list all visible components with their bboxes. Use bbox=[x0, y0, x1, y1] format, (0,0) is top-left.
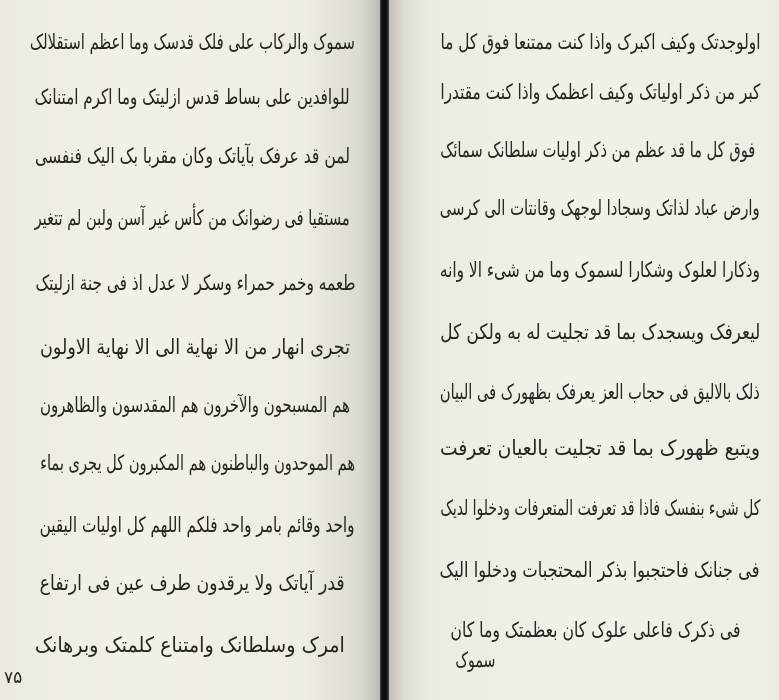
manuscript-line bbox=[440, 188, 760, 228]
line-text: هم المسبحون والآخرون هم المقدسون والظاهرون bbox=[40, 393, 350, 417]
line-text: سموک والرکاب علی فلک قدسک وما اعظم استقلالک bbox=[29, 30, 355, 54]
line-text: لمن قد عرفک بآیاتک وکان مقربا بک الیک فنفسی bbox=[34, 144, 350, 168]
line-text: مستقیا فی رضوانک من کأس غیر آسن ولبن لم تتغیر bbox=[34, 206, 350, 230]
line-text: فی ذکرک فاعلی علوک کان بعظمتک وما کان bbox=[449, 618, 740, 642]
line-text: واحد وقائم بامر واحد فلکم اللهم کل اولیات الیقین bbox=[40, 513, 355, 537]
manuscript-line bbox=[35, 625, 345, 665]
line-text: قدر آیاتک ولا یرقدون طرف عین فی ارتفاع bbox=[40, 571, 345, 595]
manuscript-line bbox=[40, 505, 355, 545]
right-page bbox=[389, 0, 779, 700]
line-text: فی جنانک فاحتجبوا بذکر المحتجبات ودخلوا الیک bbox=[439, 558, 760, 582]
line-text: طعمه وخمر حمراء وسکر لا عدل اذ فی جنة ازلیتک bbox=[35, 271, 355, 295]
manuscript-line bbox=[40, 563, 345, 603]
line-text: کل شیء بنفسک فاذا قد تعرفت المتعرفات ودخلوا لدیک bbox=[440, 496, 760, 520]
manuscript-line bbox=[440, 130, 755, 170]
line-text: وذکارا لعلوک وشکارا لسموک وما من شیء الا وانه bbox=[439, 258, 760, 282]
manuscript-line bbox=[35, 198, 350, 238]
manuscript-line bbox=[40, 443, 355, 483]
line-text: سموک bbox=[455, 648, 495, 672]
book-gutter bbox=[380, 0, 389, 700]
line-text: فوق کل ما قد عظم من ذکر اولیات سلطانک سمائک bbox=[440, 138, 755, 162]
manuscript-line bbox=[35, 77, 350, 117]
line-text: لیعرفک ویسجدک بما قد تجلیت له به ولکن کل bbox=[439, 320, 760, 344]
manuscript-line bbox=[440, 312, 760, 352]
page-number: ۷۵ bbox=[4, 668, 23, 688]
manuscript-line bbox=[440, 22, 760, 62]
manuscript-line bbox=[440, 428, 760, 468]
manuscript-line bbox=[35, 263, 355, 303]
line-text: للوافدین علی بساط قدس ازلیتک وما اکرم امتنانک bbox=[34, 85, 350, 109]
manuscript-line bbox=[30, 22, 355, 62]
line-text: امرک وسلطانک وامتناع کلمتک وبرهانک bbox=[35, 633, 345, 657]
left-page bbox=[0, 0, 380, 700]
line-text: تجری انهار من الا نهایة الی الا نهایة الاولون bbox=[40, 335, 350, 359]
line-text: ویتبع ظهورک بما قد تجلیت بالعیان تعرفت bbox=[440, 436, 760, 460]
manuscript-line bbox=[440, 250, 760, 290]
manuscript-line bbox=[440, 550, 760, 590]
manuscript-line bbox=[35, 136, 350, 176]
manuscript-line bbox=[40, 385, 350, 425]
manuscript-line bbox=[440, 72, 760, 112]
manuscript-line bbox=[440, 372, 760, 412]
line-text: ذلک بالالیق فی حجاب العز یعرفک بظهورک فی البیان bbox=[440, 380, 760, 404]
line-text: وارض عباد لذاتک وسجادا لوجهک وقانتات الی کرسی bbox=[440, 196, 760, 220]
manuscript-line bbox=[440, 488, 760, 528]
manuscript-line bbox=[40, 327, 350, 367]
line-text: هم الموحدون والباطنون هم المکبرون کل یجری بماء bbox=[40, 451, 355, 475]
line-text: اولوجدتک وکیف اکبرک واذا کنت ممتنعا فوق کل ما bbox=[439, 30, 760, 54]
line-text: کبر من ذکر اولیاتک وکیف اعظمک واذا کنت مقتدرا bbox=[440, 80, 760, 104]
manuscript-line bbox=[455, 640, 495, 680]
